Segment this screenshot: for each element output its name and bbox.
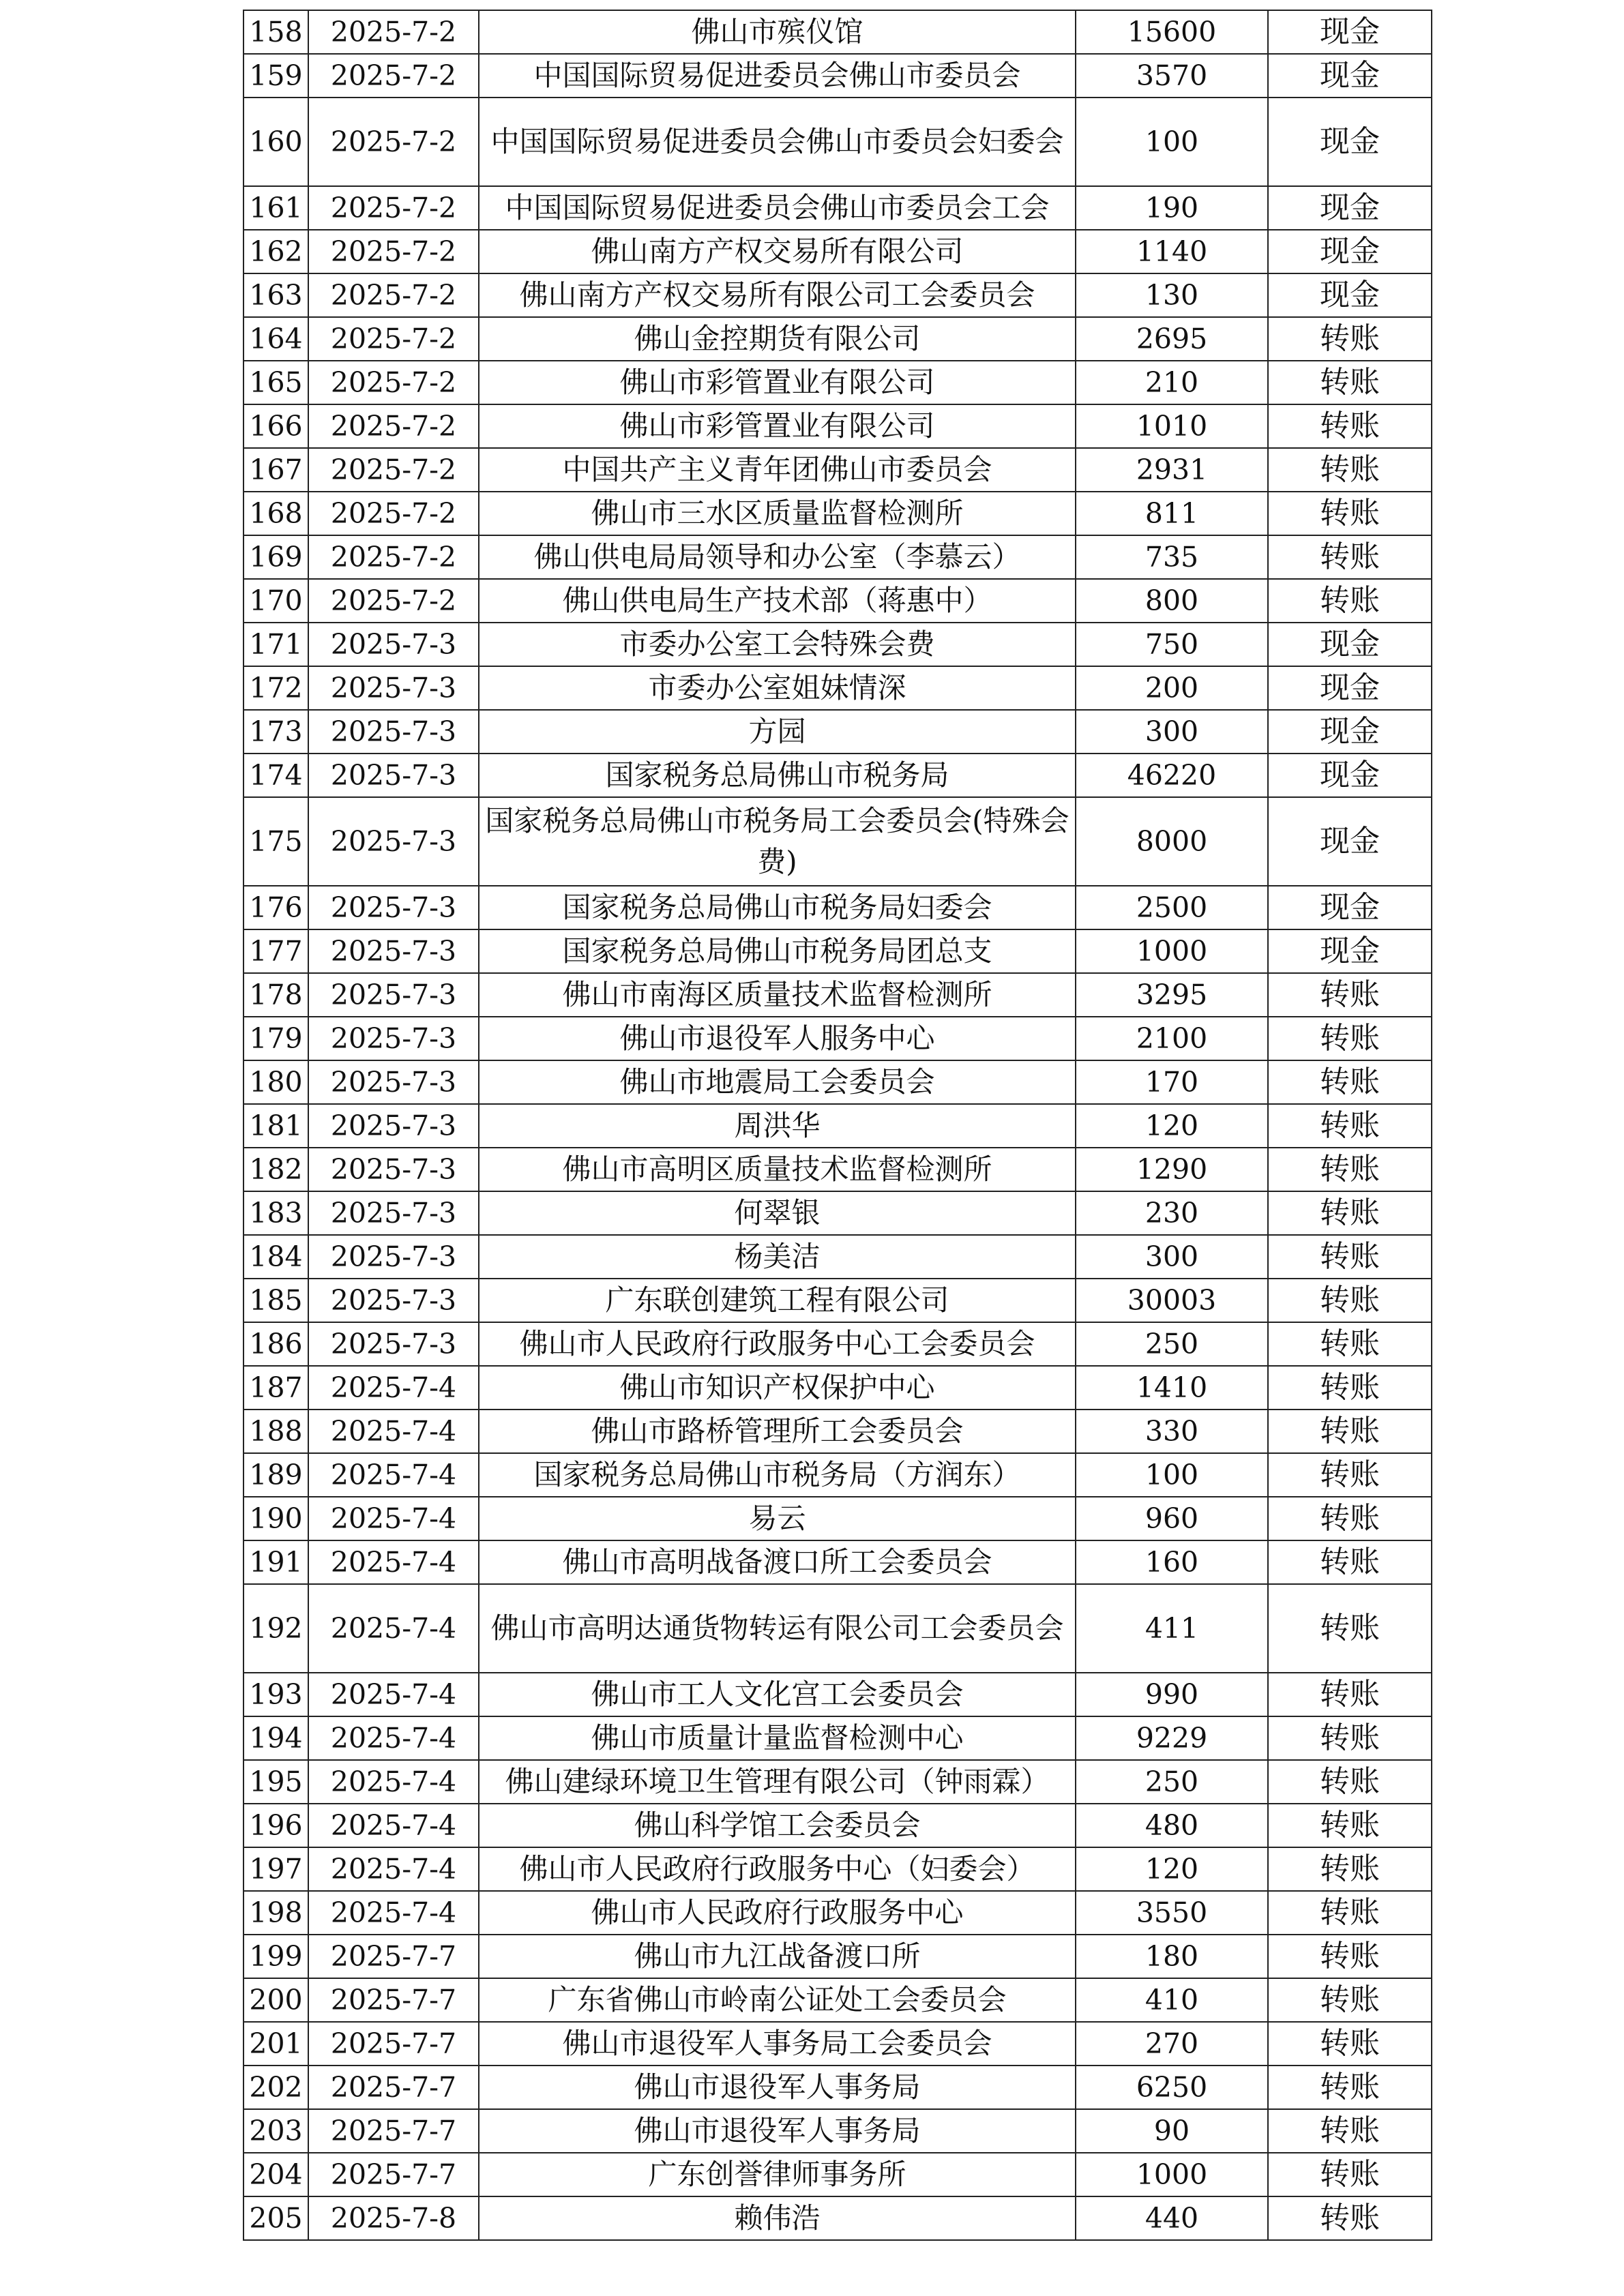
donor-name-cell: 中国共产主义青年团佛山市委员会 — [479, 448, 1076, 492]
date-cell: 2025-7-3 — [308, 710, 479, 754]
donor-name-cell: 佛山南方产权交易所有限公司 — [479, 230, 1076, 273]
table-row — [243, 579, 1432, 623]
row-number-cell: 178 — [243, 973, 308, 1017]
amount-cell: 90 — [1076, 2109, 1268, 2153]
table-row — [243, 98, 1432, 186]
row-number-cell: 171 — [243, 623, 308, 666]
table-row — [243, 929, 1432, 973]
payment-method-cell: 转账 — [1268, 1716, 1432, 1760]
payment-method-cell: 转账 — [1268, 404, 1432, 448]
payment-method-cell: 转账 — [1268, 579, 1432, 623]
donor-name-cell: 佛山市高明区质量技术监督检测所 — [479, 1148, 1076, 1191]
row-number-cell: 199 — [243, 1935, 308, 1978]
amount-cell: 3570 — [1076, 54, 1268, 98]
payment-method-cell: 现金 — [1268, 273, 1432, 317]
table-row — [243, 2153, 1432, 2196]
table-row — [243, 54, 1432, 98]
donor-name-cell: 佛山市退役军人事务局工会委员会 — [479, 2022, 1076, 2066]
date-cell: 2025-7-4 — [308, 1453, 479, 1497]
payment-method-cell: 现金 — [1268, 886, 1432, 929]
row-number-cell: 202 — [243, 2066, 308, 2109]
table-row — [243, 2066, 1432, 2109]
date-cell: 2025-7-2 — [308, 54, 479, 98]
donor-name-cell: 何翠银 — [479, 1191, 1076, 1235]
table-row — [243, 1104, 1432, 1148]
row-number-cell: 166 — [243, 404, 308, 448]
amount-cell: 2931 — [1076, 448, 1268, 492]
donor-name-cell: 佛山市高明战备渡口所工会委员会 — [479, 1540, 1076, 1584]
row-number-cell: 169 — [243, 535, 308, 579]
payment-method-cell: 转账 — [1268, 1891, 1432, 1935]
payment-method-cell: 转账 — [1268, 361, 1432, 404]
donor-name-cell: 佛山科学馆工会委员会 — [479, 1804, 1076, 1847]
table-row — [243, 1235, 1432, 1279]
row-number-cell: 183 — [243, 1191, 308, 1235]
amount-cell: 800 — [1076, 579, 1268, 623]
payment-method-cell: 转账 — [1268, 492, 1432, 535]
payment-method-cell: 转账 — [1268, 1104, 1432, 1148]
row-number-cell: 177 — [243, 929, 308, 973]
donor-name-cell: 佛山市退役军人事务局 — [479, 2066, 1076, 2109]
table-row — [243, 2022, 1432, 2066]
amount-cell: 8000 — [1076, 797, 1268, 886]
amount-cell: 990 — [1076, 1673, 1268, 1716]
amount-cell: 330 — [1076, 1410, 1268, 1453]
donor-name-cell: 市委办公室工会特殊会费 — [479, 623, 1076, 666]
donor-name-cell: 市委办公室姐妹情深 — [479, 666, 1076, 710]
date-cell: 2025-7-4 — [308, 1760, 479, 1804]
date-cell: 2025-7-2 — [308, 535, 479, 579]
amount-cell: 190 — [1076, 186, 1268, 230]
donor-name-cell: 佛山金控期货有限公司 — [479, 317, 1076, 361]
amount-cell: 270 — [1076, 2022, 1268, 2066]
table-row — [243, 1322, 1432, 1366]
table-row — [243, 1148, 1432, 1191]
table-row — [243, 10, 1432, 54]
amount-cell: 30003 — [1076, 1279, 1268, 1322]
payment-method-cell: 现金 — [1268, 623, 1432, 666]
amount-cell: 210 — [1076, 361, 1268, 404]
donor-name-cell: 广东联创建筑工程有限公司 — [479, 1279, 1076, 1322]
table-row — [243, 230, 1432, 273]
row-number-cell: 185 — [243, 1279, 308, 1322]
date-cell: 2025-7-4 — [308, 1540, 479, 1584]
table-row — [243, 666, 1432, 710]
donor-name-cell: 佛山市工人文化宫工会委员会 — [479, 1673, 1076, 1716]
date-cell: 2025-7-2 — [308, 579, 479, 623]
donor-name-cell: 国家税务总局佛山市税务局团总支 — [479, 929, 1076, 973]
row-number-cell: 170 — [243, 579, 308, 623]
payment-method-cell: 转账 — [1268, 1148, 1432, 1191]
payment-method-cell: 现金 — [1268, 230, 1432, 273]
payment-method-cell: 转账 — [1268, 1935, 1432, 1978]
table-row — [243, 1716, 1432, 1760]
date-cell: 2025-7-2 — [308, 492, 479, 535]
payment-method-cell: 现金 — [1268, 797, 1432, 886]
payment-method-cell: 转账 — [1268, 1804, 1432, 1847]
donor-name-cell: 佛山市退役军人服务中心 — [479, 1017, 1076, 1060]
amount-cell: 735 — [1076, 535, 1268, 579]
table-row — [243, 361, 1432, 404]
amount-cell: 750 — [1076, 623, 1268, 666]
row-number-cell: 195 — [243, 1760, 308, 1804]
date-cell: 2025-7-3 — [308, 1191, 479, 1235]
amount-cell: 3550 — [1076, 1891, 1268, 1935]
row-number-cell: 186 — [243, 1322, 308, 1366]
date-cell: 2025-7-3 — [308, 1322, 479, 1366]
donor-name-cell: 中国国际贸易促进委员会佛山市委员会 — [479, 54, 1076, 98]
donor-name-cell: 佛山市彩管置业有限公司 — [479, 361, 1076, 404]
payment-method-cell: 转账 — [1268, 1322, 1432, 1366]
amount-cell: 2695 — [1076, 317, 1268, 361]
payment-method-cell: 现金 — [1268, 10, 1432, 54]
payment-method-cell: 转账 — [1268, 1497, 1432, 1540]
donor-name-cell: 佛山市人民政府行政服务中心工会委员会 — [479, 1322, 1076, 1366]
donation-table — [243, 10, 1432, 2241]
amount-cell: 230 — [1076, 1191, 1268, 1235]
table-row — [243, 1935, 1432, 1978]
row-number-cell: 184 — [243, 1235, 308, 1279]
donor-name-cell: 周洪华 — [479, 1104, 1076, 1148]
table-row — [243, 623, 1432, 666]
amount-cell: 960 — [1076, 1497, 1268, 1540]
amount-cell: 15600 — [1076, 10, 1268, 54]
donor-name-cell: 国家税务总局佛山市税务局妇委会 — [479, 886, 1076, 929]
amount-cell: 100 — [1076, 1453, 1268, 1497]
donor-name-cell: 方园 — [479, 710, 1076, 754]
row-number-cell: 203 — [243, 2109, 308, 2153]
amount-cell: 200 — [1076, 666, 1268, 710]
amount-cell: 411 — [1076, 1584, 1268, 1673]
donor-name-cell: 佛山供电局生产技术部（蒋惠中） — [479, 579, 1076, 623]
donor-name-cell: 佛山市殡仪馆 — [479, 10, 1076, 54]
date-cell: 2025-7-3 — [308, 973, 479, 1017]
table-row — [243, 886, 1432, 929]
donor-name-cell: 佛山市路桥管理所工会委员会 — [479, 1410, 1076, 1453]
payment-method-cell: 转账 — [1268, 448, 1432, 492]
table-row — [243, 1978, 1432, 2022]
payment-method-cell: 现金 — [1268, 666, 1432, 710]
amount-cell: 100 — [1076, 98, 1268, 186]
payment-method-cell: 现金 — [1268, 54, 1432, 98]
table-row — [243, 754, 1432, 797]
donor-name-cell: 佛山市南海区质量技术监督检测所 — [479, 973, 1076, 1017]
date-cell: 2025-7-4 — [308, 1673, 479, 1716]
date-cell: 2025-7-7 — [308, 1935, 479, 1978]
table-row — [243, 1017, 1432, 1060]
amount-cell: 1410 — [1076, 1366, 1268, 1410]
table-row — [243, 710, 1432, 754]
row-number-cell: 167 — [243, 448, 308, 492]
payment-method-cell: 转账 — [1268, 1017, 1432, 1060]
table-row — [243, 1584, 1432, 1673]
payment-method-cell: 转账 — [1268, 2022, 1432, 2066]
amount-cell: 170 — [1076, 1060, 1268, 1104]
table-row — [243, 273, 1432, 317]
amount-cell: 120 — [1076, 1104, 1268, 1148]
row-number-cell: 204 — [243, 2153, 308, 2196]
date-cell: 2025-7-2 — [308, 230, 479, 273]
row-number-cell: 162 — [243, 230, 308, 273]
date-cell: 2025-7-2 — [308, 10, 479, 54]
payment-method-cell: 转账 — [1268, 1673, 1432, 1716]
amount-cell: 160 — [1076, 1540, 1268, 1584]
amount-cell: 1290 — [1076, 1148, 1268, 1191]
donor-name-cell: 赖伟浩 — [479, 2196, 1076, 2240]
amount-cell: 1010 — [1076, 404, 1268, 448]
table-row — [243, 1540, 1432, 1584]
date-cell: 2025-7-2 — [308, 404, 479, 448]
donor-name-cell: 广东创誉律师事务所 — [479, 2153, 1076, 2196]
table-row — [243, 492, 1432, 535]
payment-method-cell: 转账 — [1268, 1453, 1432, 1497]
table-row — [243, 1497, 1432, 1540]
row-number-cell: 182 — [243, 1148, 308, 1191]
table-row — [243, 186, 1432, 230]
donor-name-cell: 佛山市地震局工会委员会 — [479, 1060, 1076, 1104]
donor-name-cell: 国家税务总局佛山市税务局（方润东） — [479, 1453, 1076, 1497]
amount-cell: 46220 — [1076, 754, 1268, 797]
payment-method-cell: 现金 — [1268, 98, 1432, 186]
amount-cell: 1000 — [1076, 2153, 1268, 2196]
amount-cell: 130 — [1076, 273, 1268, 317]
row-number-cell: 205 — [243, 2196, 308, 2240]
donor-name-cell: 佛山市彩管置业有限公司 — [479, 404, 1076, 448]
date-cell: 2025-7-3 — [308, 797, 479, 886]
row-number-cell: 189 — [243, 1453, 308, 1497]
payment-method-cell: 现金 — [1268, 929, 1432, 973]
donor-name-cell: 佛山市三水区质量监督检测所 — [479, 492, 1076, 535]
payment-method-cell: 现金 — [1268, 754, 1432, 797]
row-number-cell: 168 — [243, 492, 308, 535]
date-cell: 2025-7-3 — [308, 929, 479, 973]
table-row — [243, 1279, 1432, 1322]
row-number-cell: 188 — [243, 1410, 308, 1453]
row-number-cell: 192 — [243, 1584, 308, 1673]
payment-method-cell: 转账 — [1268, 535, 1432, 579]
payment-method-cell: 转账 — [1268, 2066, 1432, 2109]
date-cell: 2025-7-7 — [308, 2022, 479, 2066]
amount-cell: 3295 — [1076, 973, 1268, 1017]
row-number-cell: 158 — [243, 10, 308, 54]
amount-cell: 811 — [1076, 492, 1268, 535]
date-cell: 2025-7-2 — [308, 448, 479, 492]
amount-cell: 2100 — [1076, 1017, 1268, 1060]
row-number-cell: 176 — [243, 886, 308, 929]
donor-name-cell: 佛山市人民政府行政服务中心 — [479, 1891, 1076, 1935]
date-cell: 2025-7-4 — [308, 1891, 479, 1935]
date-cell: 2025-7-2 — [308, 98, 479, 186]
table-row — [243, 1760, 1432, 1804]
table-row — [243, 317, 1432, 361]
donor-name-cell: 中国国际贸易促进委员会佛山市委员会工会 — [479, 186, 1076, 230]
payment-method-cell: 转账 — [1268, 2109, 1432, 2153]
donor-name-cell: 杨美洁 — [479, 1235, 1076, 1279]
amount-cell: 120 — [1076, 1847, 1268, 1891]
date-cell: 2025-7-3 — [308, 1148, 479, 1191]
donor-name-cell: 中国国际贸易促进委员会佛山市委员会妇委会 — [479, 98, 1076, 186]
row-number-cell: 163 — [243, 273, 308, 317]
payment-method-cell: 转账 — [1268, 317, 1432, 361]
table-row — [243, 1366, 1432, 1410]
date-cell: 2025-7-3 — [308, 886, 479, 929]
payment-method-cell: 转账 — [1268, 1410, 1432, 1453]
row-number-cell: 200 — [243, 1978, 308, 2022]
row-number-cell: 191 — [243, 1540, 308, 1584]
table-row — [243, 1191, 1432, 1235]
date-cell: 2025-7-4 — [308, 1497, 479, 1540]
row-number-cell: 172 — [243, 666, 308, 710]
amount-cell: 300 — [1076, 710, 1268, 754]
table-row — [243, 448, 1432, 492]
payment-method-cell: 转账 — [1268, 2196, 1432, 2240]
date-cell: 2025-7-3 — [308, 623, 479, 666]
row-number-cell: 175 — [243, 797, 308, 886]
date-cell: 2025-7-2 — [308, 361, 479, 404]
payment-method-cell: 转账 — [1268, 2153, 1432, 2196]
amount-cell: 1000 — [1076, 929, 1268, 973]
donor-name-cell: 佛山市高明达通货物转运有限公司工会委员会 — [479, 1584, 1076, 1673]
date-cell: 2025-7-3 — [308, 1017, 479, 1060]
amount-cell: 6250 — [1076, 2066, 1268, 2109]
date-cell: 2025-7-7 — [308, 2153, 479, 2196]
amount-cell: 9229 — [1076, 1716, 1268, 1760]
payment-method-cell: 转账 — [1268, 1760, 1432, 1804]
table-row — [243, 2109, 1432, 2153]
donor-name-cell: 佛山供电局局领导和办公室（李慕云） — [479, 535, 1076, 579]
amount-cell: 180 — [1076, 1935, 1268, 1978]
payment-method-cell: 转账 — [1268, 973, 1432, 1017]
payment-method-cell: 现金 — [1268, 186, 1432, 230]
donor-name-cell: 广东省佛山市岭南公证处工会委员会 — [479, 1978, 1076, 2022]
date-cell: 2025-7-2 — [308, 273, 479, 317]
donation-table-body — [243, 10, 1432, 2240]
amount-cell: 250 — [1076, 1760, 1268, 1804]
date-cell: 2025-7-4 — [308, 1804, 479, 1847]
payment-method-cell: 转账 — [1268, 1060, 1432, 1104]
donor-name-cell: 佛山市退役军人事务局 — [479, 2109, 1076, 2153]
date-cell: 2025-7-7 — [308, 2109, 479, 2153]
amount-cell: 410 — [1076, 1978, 1268, 2022]
row-number-cell: 193 — [243, 1673, 308, 1716]
date-cell: 2025-7-3 — [308, 754, 479, 797]
table-row — [243, 1804, 1432, 1847]
date-cell: 2025-7-2 — [308, 186, 479, 230]
row-number-cell: 165 — [243, 361, 308, 404]
payment-method-cell: 转账 — [1268, 1235, 1432, 1279]
date-cell: 2025-7-2 — [308, 317, 479, 361]
donor-name-cell: 佛山建绿环境卫生管理有限公司（钟雨霖） — [479, 1760, 1076, 1804]
donation-table-container — [243, 10, 1431, 2241]
row-number-cell: 181 — [243, 1104, 308, 1148]
date-cell: 2025-7-4 — [308, 1847, 479, 1891]
date-cell: 2025-7-4 — [308, 1366, 479, 1410]
date-cell: 2025-7-3 — [308, 1104, 479, 1148]
date-cell: 2025-7-7 — [308, 2066, 479, 2109]
date-cell: 2025-7-3 — [308, 666, 479, 710]
table-row — [243, 404, 1432, 448]
payment-method-cell: 现金 — [1268, 710, 1432, 754]
row-number-cell: 196 — [243, 1804, 308, 1847]
row-number-cell: 173 — [243, 710, 308, 754]
payment-method-cell: 转账 — [1268, 1366, 1432, 1410]
row-number-cell: 174 — [243, 754, 308, 797]
date-cell: 2025-7-4 — [308, 1584, 479, 1673]
payment-method-cell: 转账 — [1268, 1279, 1432, 1322]
table-row — [243, 2196, 1432, 2240]
donor-name-cell: 佛山市人民政府行政服务中心（妇委会） — [479, 1847, 1076, 1891]
donor-name-cell: 佛山市质量计量监督检测中心 — [479, 1716, 1076, 1760]
table-row — [243, 1891, 1432, 1935]
amount-cell: 250 — [1076, 1322, 1268, 1366]
donor-name-cell: 佛山市九江战备渡口所 — [479, 1935, 1076, 1978]
table-row — [243, 1673, 1432, 1716]
row-number-cell: 161 — [243, 186, 308, 230]
amount-cell: 2500 — [1076, 886, 1268, 929]
payment-method-cell: 转账 — [1268, 1847, 1432, 1891]
table-row — [243, 797, 1432, 886]
payment-method-cell: 转账 — [1268, 1540, 1432, 1584]
row-number-cell: 187 — [243, 1366, 308, 1410]
table-row — [243, 973, 1432, 1017]
row-number-cell: 201 — [243, 2022, 308, 2066]
table-row — [243, 535, 1432, 579]
table-row — [243, 1453, 1432, 1497]
date-cell: 2025-7-4 — [308, 1716, 479, 1760]
date-cell: 2025-7-3 — [308, 1060, 479, 1104]
table-row — [243, 1847, 1432, 1891]
amount-cell: 440 — [1076, 2196, 1268, 2240]
donor-name-cell: 佛山南方产权交易所有限公司工会委员会 — [479, 273, 1076, 317]
donor-name-cell: 国家税务总局佛山市税务局工会委员会(特殊会费) — [479, 797, 1076, 886]
table-row — [243, 1410, 1432, 1453]
row-number-cell: 197 — [243, 1847, 308, 1891]
amount-cell: 300 — [1076, 1235, 1268, 1279]
date-cell: 2025-7-4 — [308, 1410, 479, 1453]
row-number-cell: 179 — [243, 1017, 308, 1060]
date-cell: 2025-7-3 — [308, 1279, 479, 1322]
row-number-cell: 190 — [243, 1497, 308, 1540]
row-number-cell: 159 — [243, 54, 308, 98]
donor-name-cell: 国家税务总局佛山市税务局 — [479, 754, 1076, 797]
donor-name-cell: 佛山市知识产权保护中心 — [479, 1366, 1076, 1410]
date-cell: 2025-7-8 — [308, 2196, 479, 2240]
donor-name-cell: 易云 — [479, 1497, 1076, 1540]
row-number-cell: 198 — [243, 1891, 308, 1935]
row-number-cell: 164 — [243, 317, 308, 361]
row-number-cell: 180 — [243, 1060, 308, 1104]
row-number-cell: 160 — [243, 98, 308, 186]
payment-method-cell: 转账 — [1268, 1191, 1432, 1235]
amount-cell: 480 — [1076, 1804, 1268, 1847]
table-row — [243, 1060, 1432, 1104]
amount-cell: 1140 — [1076, 230, 1268, 273]
payment-method-cell: 转账 — [1268, 1584, 1432, 1673]
date-cell: 2025-7-3 — [308, 1235, 479, 1279]
payment-method-cell: 转账 — [1268, 1978, 1432, 2022]
row-number-cell: 194 — [243, 1716, 308, 1760]
date-cell: 2025-7-7 — [308, 1978, 479, 2022]
